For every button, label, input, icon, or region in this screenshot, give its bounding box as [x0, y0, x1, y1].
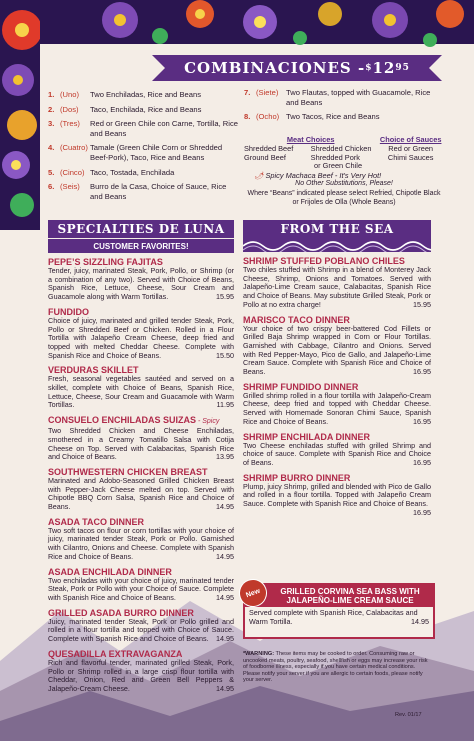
meat-option: Shredded Beef — [244, 143, 294, 153]
combo-item-8: 8. (Ocho) Two Tacos, Rice and Beans — [244, 112, 380, 122]
dish-price: 16.95 — [413, 457, 431, 467]
dish-description: Grilled shrimp rolled in a flour tortilla with Jalapeño-Cream Cheese, deep fried and topped with Cheddar Cheese. Served with Homemade Sonoran Chimi Sauce, Spanish Rice and Choice of Beans. — [243, 390, 431, 426]
new-dish-box — [243, 583, 435, 639]
from-the-sea-heading: FROM THE SEA — [243, 220, 431, 238]
spicy-label: - Spicy — [196, 418, 220, 426]
specialties-heading: SPECIALTIES DE LUNA — [48, 220, 234, 238]
dish-description: Two Shredded Chicken and Cheese Enchiladas, smothered in a Creamy Tomatillo Salsa with Cotija Cheese on Top. Served with Calabacitas, Spanish Rice and Choice of Beans. — [48, 426, 234, 462]
seafood-list — [243, 256, 431, 517]
specialties-list — [48, 257, 234, 699]
dish-price: 15.95 — [413, 299, 431, 309]
spicy-note-warning: - It's Very Hot! — [332, 171, 382, 181]
dish-description: Two Cheese enchiladas stuffed with grilled Shrimp and choice of sauce. Complete with Spanish Rice and Choice of Beans. — [243, 440, 431, 467]
green-chile-option: or Green Chile — [314, 161, 363, 171]
dish-name: PEPE’S SIZZLING FAJITAS — [48, 257, 163, 267]
combo-item-3: 3. (Tres) Red or Green Chile con Carne, Tortilla, Rice and Beans — [48, 119, 239, 138]
dish-name: GRILLED ASADA BURRO DINNER — [48, 607, 194, 618]
dish-price: 13.95 — [216, 452, 234, 462]
combinaciones-list-left — [48, 90, 238, 206]
dish-name: SHRIMP ENCHILADA DINNER — [243, 431, 371, 442]
spicy-note-label: Spicy Machaca Beef — [265, 171, 333, 181]
dish-price: 15.50 — [216, 350, 234, 360]
combo-item-2: 2. (Dos) Taco, Enchilada, Rice and Beans — [48, 104, 202, 114]
dish-description: Rich and flavorful tender, marinated grilled Steak, Pork, Pollo or Shrimp rolled in a large crisp flour tortilla with Cheddar, Onion, Red and Green Bell Peppers & Jalapeño-Cream Cheese. — [48, 657, 234, 693]
price-cents: 95 — [395, 63, 410, 73]
combo-item-5: 5. (Cinco) Taco, Tostada, Enchilada — [48, 167, 175, 177]
dish-price: 14.95 — [216, 634, 234, 644]
new-dish-title: GRILLED CORVINA SEA BASS WITH JALAPEÑO-LIME CREAM SAUCE — [245, 585, 433, 607]
dish-name: SHRIMP STUFFED POBLANO CHILES — [243, 256, 405, 266]
dish-name: SHRIMP BURRO DINNER — [243, 472, 351, 483]
dish-item — [48, 257, 234, 302]
dish-item — [48, 307, 234, 361]
dish-description: Choice of juicy, marinated and grilled tender Steak, Pork, Pollo or Shredded Beef or Chicken. Rolled in a Flour Tortilla with Jalapeño Cream Cheese, deep fried and topped with melted Cheddar Cheese. Complete with Spanish Rice and Choice of Beans. — [48, 315, 234, 360]
combo-item-1: 1. (Uno) Two Enchiladas, Rice and Beans — [48, 90, 202, 99]
dish-name: VERDURAS SKILLET — [48, 365, 139, 376]
meat-option: Shredded Pork — [310, 152, 360, 162]
dish-name-text: CONSUELO ENCHILADAS SUIZAS — [48, 415, 197, 426]
combo-item-6: 6. (Seis) Burro de la Casa, Choice of Sauce, Rice and Beans — [48, 182, 227, 201]
food-warning — [243, 651, 431, 684]
dish-description: Juicy, marinated tender Steak, Pork or Pollo grilled and rolled in a flour tortilla and topped with Choice of Sauce. Complete with Spanish Rice and Choice of Beans. — [48, 616, 234, 644]
dish-description: Two soft tacos on flour or corn tortillas with your choice of juicy, marinated tender Steak, Pork or Pollo. Garnished with Cilantro, Onions and Cheese. Complete with Spanish Rice and Choice of Beans. — [48, 525, 234, 561]
meat-choices-heading: Meat Choices — [286, 135, 335, 144]
revision-date: Rev. 01/17 — [395, 712, 422, 718]
dish-name: QUESADILLA EXTRAVAGANZA — [48, 648, 183, 659]
dish-price: 16.95 — [413, 507, 431, 517]
meat-sauce-choices — [244, 136, 444, 181]
combo-item-4: 4. (Cuatro) Tamale (Green Chile Corn or Shredded Beef-Pork), Taco, Rice and Beans — [48, 143, 223, 162]
meat-choices — [244, 136, 377, 162]
dish-price: 14.95 — [216, 592, 234, 602]
warning-label: *WARNING: — [243, 651, 275, 657]
combo-item-7: 7. (Siete) Two Flautas, topped with Guacamole, Rice and Beans — [244, 88, 431, 107]
dish-item — [48, 415, 234, 462]
dish-description: Your choice of two crispy beer-battered Cod Fillets or Grilled Baja Shrimp wrapped in Corn or Flour Tortillas. Garnished with Cabbage, Cilantro and Onions. Served with Red Pepper-Mayo, Pico de Gallo, and Jalapeño-Lime Cream Sauce. Complete with Spanish Rice and Choice of Beans. — [243, 323, 431, 377]
dish-item — [243, 382, 431, 427]
dish-price: 14.95 — [216, 683, 234, 693]
dish-price: 14.95 — [216, 502, 234, 512]
dish-item — [48, 517, 234, 562]
customer-favorites-heading: CUSTOMER FAVORITES! — [48, 239, 234, 253]
dish-description: Plump, juicy Shrimp, grilled and blended with Pico de Gallo and rolled in a flour tortilla. Topped with Jalapeño Cream Sauce. Complete with Spanish Rice and Choice of Beans. — [243, 481, 431, 509]
combinaciones-banner — [166, 55, 428, 81]
combinaciones-title: COMBINACIONES - — [184, 59, 366, 77]
new-badge: New — [235, 575, 271, 611]
price-dollar: $ — [365, 63, 373, 73]
combinaciones-list-right — [244, 88, 444, 127]
dish-item — [243, 432, 431, 468]
dish-item — [48, 608, 234, 644]
dish-description: Tender, juicy, marinated Steak, Pork, Pollo, or Shrimp (or a combination of any two). Served with Choice of Beans, Spanish Rice, Lettuce, Cheese, Sour Cream and Guacamole along with Warm Tortillas. — [48, 266, 234, 302]
dish-name: FUNDIDO — [48, 306, 89, 317]
new-dish-price: 14.95 — [411, 616, 429, 626]
dish-item — [243, 315, 431, 377]
dish-item — [243, 472, 431, 517]
dish-item — [48, 649, 234, 694]
meat-option: Ground Beef — [244, 152, 286, 162]
dish-price: 16.95 — [413, 367, 431, 377]
dish-item — [243, 256, 431, 310]
dish-name: SHRIMP FUNDIDO DINNER — [243, 381, 359, 392]
dish-price: 14.95 — [216, 551, 234, 561]
chili-pepper-icon: 🌶 — [254, 171, 264, 181]
dish-description: Fresh, seasonal vegetables sautéed and served on a skillet, complete with Choice of Beans, Spanish Rice, Lettuce, Cheese, Sour Cream and Guacamole with Warm Tortillas. — [48, 374, 234, 410]
sauce-choices-heading: Choice of Sauces — [379, 135, 442, 144]
dish-price: 15.95 — [216, 292, 234, 302]
dish-item — [48, 467, 234, 512]
dish-item — [48, 365, 234, 410]
floral-border-left — [0, 0, 40, 230]
substitution-notes — [244, 180, 444, 207]
dish-price: 16.95 — [413, 416, 431, 426]
floral-border-top — [0, 0, 474, 60]
dish-name: ASADA TACO DINNER — [48, 516, 144, 527]
sauce-choices — [377, 136, 444, 162]
warning-text: These items may be cooked to order. Consuming raw or uncooked meats, poultry, seafood, shellfish or eggs may increase your risk of foodborne illness, especially if you have certain medical conditions. Please notify your server if you are allergic to certain foods, please notify your server. — [243, 651, 428, 684]
dish-description: Two enchiladas with your choice of juicy, marinated tender Steak, Pork or Pollo with your Choice of Sauce. Complete with Spanish Rice and Choice of Beans. — [48, 575, 234, 602]
dish-name: SOUTHWESTERN CHICKEN BREAST — [48, 466, 208, 477]
dish-item — [48, 567, 234, 603]
new-dish-desc-text: Served complete with Spanish Rice, Calabacitas and Warm Tortilla. — [249, 608, 418, 626]
price-main: 12 — [372, 59, 396, 77]
dish-description: Two chiles stuffed with Shrimp in a blend of Monterey Jack Cheese, Shrimp, Onions and Tomatoes. Served with Jalapeño-Lime Cream sauce, Calabacitas, Spanish Rice and Choice of Beans. May substitute Grilled Steak, Pork or Pollo at no extra charge! — [243, 265, 431, 309]
sauce-option: Red or Green — [388, 143, 434, 153]
dish-price: 11.95 — [216, 400, 234, 410]
dish-name: MARISCO TACO DINNER — [243, 314, 350, 325]
beans-note: Where “Beans” indicated please select Refried, Chipotle Black or Frijoles de Olla (Whole Beans) — [247, 190, 441, 206]
meat-option: Shredded Chicken — [310, 143, 372, 153]
wave-ornament — [243, 236, 431, 252]
dish-description: Marinated and Adobo-Seasoned Grilled Chicken Breast with Pepper-Jack Cheese melted on top. Served with Chipotle BBQ Corn Salsa, Spanish Rice and Choice of Beans. — [48, 475, 234, 512]
no-substitutions: No Other Substitutions, Please! — [295, 180, 393, 187]
sauce-option: Chimi Sauces — [387, 152, 434, 162]
dish-name: ASADA ENCHILADA DINNER — [48, 566, 172, 577]
new-dish-description — [245, 607, 433, 628]
